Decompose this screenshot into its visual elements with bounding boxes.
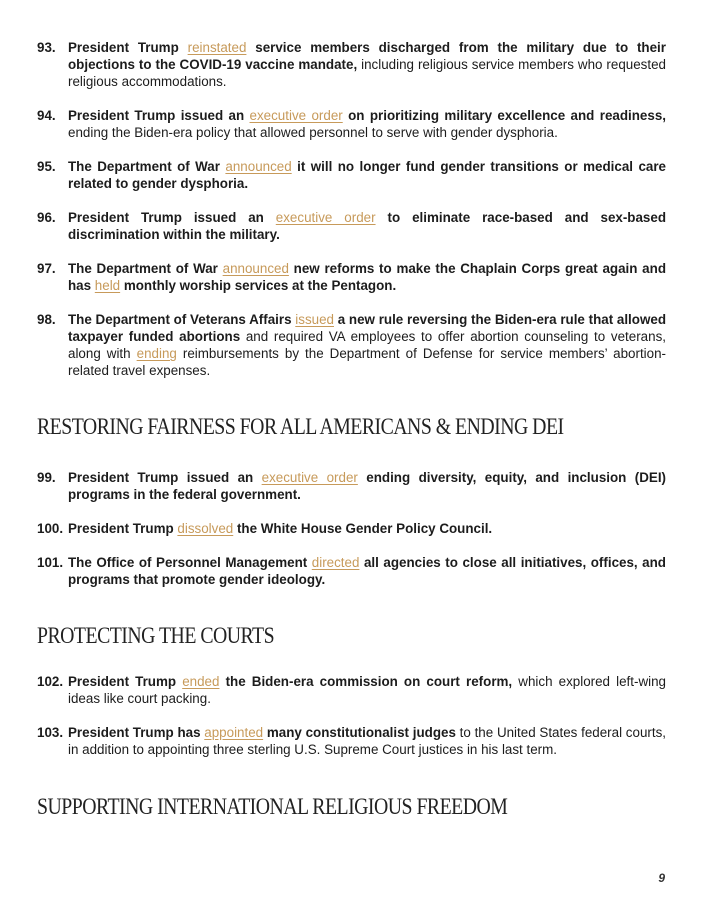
- inline-link[interactable]: directed: [311, 555, 360, 570]
- item-number: 99.: [37, 470, 56, 485]
- page-number: 9: [658, 871, 665, 885]
- item-text: [68, 554, 666, 588]
- regular-text: ending the Biden-era policy that allowed personnel to serve with gender dysphoria.: [68, 125, 558, 140]
- inline-link[interactable]: executive order: [261, 470, 358, 485]
- item-text: [68, 311, 666, 379]
- list-item-100: [37, 520, 666, 537]
- item-text: [68, 469, 666, 503]
- item-number: 101.: [37, 555, 64, 570]
- bold-text: President Trump: [68, 40, 188, 55]
- section-heading-religious-freedom: SUPPORTING INTERNATIONAL RELIGIOUS FREEDOM: [37, 794, 508, 819]
- section-heading-fairness: RESTORING FAIRNESS FOR ALL AMERICANS & ENDING DEI: [37, 414, 564, 439]
- item-text: [68, 673, 666, 707]
- inline-link[interactable]: appointed: [204, 725, 264, 740]
- list-item-102: [37, 673, 666, 707]
- item-text: [68, 724, 666, 758]
- bold-text: service members discharged from the military due to their objections to the COVID-19 vaccine mandate,: [68, 40, 666, 72]
- bold-text: President Trump issued an: [68, 210, 276, 225]
- list-item-96: [37, 209, 666, 243]
- item-text: [68, 209, 666, 243]
- list-item-95: [37, 158, 666, 192]
- item-number: 103.: [37, 725, 64, 740]
- item-number: 100.: [37, 521, 64, 536]
- bold-text: the Biden-era commission on court reform,: [219, 674, 513, 689]
- bold-text: The Department of War: [68, 261, 223, 276]
- list-item-93: [37, 39, 666, 90]
- bold-text: the White House Gender Policy Council.: [233, 521, 493, 536]
- section-heading-courts: PROTECTING THE COURTS: [37, 623, 275, 648]
- item-text: [68, 520, 666, 537]
- item-text: [68, 39, 666, 90]
- item-number: 102.: [37, 674, 64, 689]
- bold-text: monthly worship services at the Pentagon.: [120, 278, 397, 293]
- item-text: [68, 260, 666, 294]
- inline-link[interactable]: executive order: [275, 210, 376, 225]
- list-item-103: [37, 724, 666, 758]
- inline-link[interactable]: reinstated: [187, 40, 247, 55]
- item-text: [68, 158, 666, 192]
- inline-link[interactable]: dissolved: [177, 521, 234, 536]
- inline-link[interactable]: executive order: [249, 108, 343, 123]
- bold-text: The Department of Veterans Affairs: [68, 312, 296, 327]
- item-number: 93.: [37, 40, 56, 55]
- regular-text: which explored left-wing ideas like court packing.: [68, 674, 666, 706]
- inline-link[interactable]: ended: [182, 674, 220, 689]
- bold-text: on prioritizing military excellence and readiness,: [342, 108, 666, 123]
- inline-link[interactable]: ending: [136, 346, 177, 361]
- item-number: 96.: [37, 210, 56, 225]
- bold-text: to eliminate race-based and sex-based discrimination within the military.: [68, 210, 666, 242]
- list-item-94: [37, 107, 666, 141]
- item-text: [68, 107, 666, 141]
- bold-text: ending diversity, equity, and inclusion (DEI) programs in the federal government.: [68, 470, 666, 502]
- inline-link[interactable]: issued: [295, 312, 334, 327]
- bold-text: The Department of War: [68, 159, 226, 174]
- bold-text: new reforms to make the Chaplain Corps great again and has: [68, 261, 666, 293]
- regular-text: to the United States federal courts, in addition to appointing three sterling U.S. Supreme Court justices in his last term.: [68, 725, 666, 757]
- list-item-101: [37, 554, 666, 588]
- bold-text: all agencies to close all initiatives, offices, and programs that promote gender ideology.: [68, 555, 666, 587]
- bold-text: President Trump: [68, 521, 178, 536]
- bold-text: President Trump has: [68, 725, 205, 740]
- bold-text: it will no longer fund gender transitions or medical care related to gender dysphoria.: [68, 159, 666, 191]
- inline-link[interactable]: announced: [225, 159, 292, 174]
- bold-text: President Trump issued an: [68, 470, 262, 485]
- bold-text: a new rule reversing the Biden-era rule that allowed taxpayer funded abortions: [68, 312, 667, 344]
- regular-text: reimbursements by the Department of Defense for service members’ abortion-related travel expenses.: [68, 346, 666, 378]
- inline-link[interactable]: held: [94, 278, 121, 293]
- list-item-98: [37, 311, 666, 379]
- item-number: 94.: [37, 108, 56, 123]
- item-number: 95.: [37, 159, 56, 174]
- bold-text: President Trump: [68, 674, 183, 689]
- item-number: 97.: [37, 261, 56, 276]
- regular-text: including religious service members who requested religious accommodations.: [68, 57, 666, 89]
- item-number: 98.: [37, 312, 56, 327]
- bold-text: many constitutionalist judges: [263, 725, 456, 740]
- regular-text: and required VA employees to offer abortion counseling to veterans, along with: [68, 329, 666, 361]
- bold-text: President Trump issued an: [68, 108, 250, 123]
- bold-text: The Office of Personnel Management: [68, 555, 312, 570]
- inline-link[interactable]: announced: [222, 261, 289, 276]
- list-item-99: [37, 469, 666, 503]
- list-item-97: [37, 260, 666, 294]
